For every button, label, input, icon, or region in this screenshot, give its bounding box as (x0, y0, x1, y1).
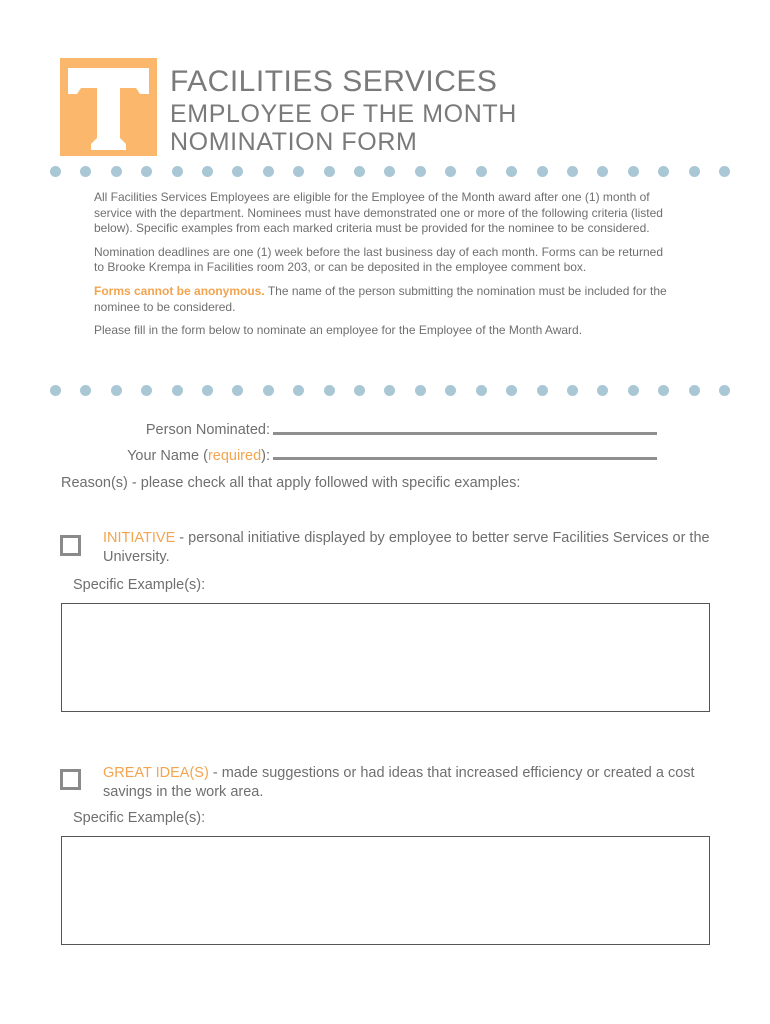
divider-dot (324, 385, 335, 396)
divider-dot (415, 166, 426, 177)
intro-paragraph-instructions: Please fill in the form below to nominate an employee for the Employee of the Month Award. (94, 323, 583, 338)
divider-dot (506, 385, 517, 396)
divider-dot (506, 166, 517, 177)
power-t-icon (60, 58, 157, 156)
your-name-label-end: ): (261, 448, 270, 464)
divider-dot (689, 166, 700, 177)
initiative-description: - personal initiative displayed by employee to better serve Facilities Services or the University. (103, 530, 710, 565)
divider-dot (232, 166, 243, 177)
your-name-label-text: Your Name ( (127, 448, 208, 464)
dotted-divider-bottom (50, 385, 730, 397)
divider-dot (111, 166, 122, 177)
divider-dot (537, 385, 548, 396)
divider-dot (445, 385, 456, 396)
divider-dot (384, 385, 395, 396)
intro-text (94, 190, 674, 347)
person-nominated-label: Person Nominated: (145, 422, 270, 438)
divider-dot (476, 166, 487, 177)
divider-dot (628, 385, 639, 396)
divider-dot (172, 166, 183, 177)
divider-dot (537, 166, 548, 177)
divider-dot (111, 385, 122, 396)
power-t-logo (60, 58, 157, 156)
divider-dot (202, 166, 213, 177)
divider-dot (232, 385, 243, 396)
anonymous-warning: Forms cannot be anonymous. (94, 283, 265, 298)
divider-dot (567, 166, 578, 177)
person-nominated-row (60, 416, 270, 438)
your-name-row (60, 442, 270, 464)
divider-dot (567, 385, 578, 396)
page-subtitle-line1: EMPLOYEE OF THE MONTH (170, 100, 517, 128)
intro-paragraph-anonymous (94, 284, 674, 315)
divider-dot (202, 385, 213, 396)
divider-dot (263, 166, 274, 177)
divider-dot (354, 166, 365, 177)
divider-dot (141, 166, 152, 177)
initiative-title: INITIATIVE (103, 530, 176, 546)
your-name-label (60, 448, 270, 464)
great-ideas-criterion (103, 764, 713, 802)
divider-dot (658, 385, 669, 396)
great-ideas-example-textarea[interactable] (61, 836, 710, 945)
divider-dot (50, 166, 61, 177)
person-nominated-field[interactable] (273, 432, 657, 435)
divider-dot (415, 385, 426, 396)
your-name-field[interactable] (273, 457, 657, 460)
page-subtitle-line2: NOMINATION FORM (170, 128, 418, 156)
initiative-checkbox[interactable] (60, 535, 81, 556)
divider-dot (172, 385, 183, 396)
intro-paragraph-deadlines: Nomination deadlines are one (1) week before the last business day of each month. Forms can be returned to Brooke Krempa in Facilities room 203, or can be deposited in the employee comment box. (94, 244, 663, 275)
form-title-block (170, 64, 517, 156)
divider-dot (354, 385, 365, 396)
required-marker: required (207, 448, 262, 464)
divider-dot (597, 385, 608, 396)
divider-dot (658, 166, 669, 177)
dotted-divider-top (50, 166, 730, 178)
divider-dot (324, 166, 335, 177)
divider-dot (50, 385, 61, 396)
divider-dot (384, 166, 395, 177)
great-ideas-description: - made suggestions or had ideas that increased efficiency or created a cost savings in the work area. (103, 765, 695, 800)
divider-dot (689, 385, 700, 396)
divider-dot (719, 166, 730, 177)
divider-dot (628, 166, 639, 177)
intro-paragraph-eligibility: All Facilities Services Employees are eligible for the Employee of the Month award after one (1) month of service with the department. Nominees must have demonstrated one or more of the following criteria (listed below). Specific examples from each marked criteria must be provided for the nominee to be considered. (94, 190, 663, 236)
initiative-example-label: Specific Example(s): (73, 577, 206, 593)
divider-dot (80, 166, 91, 177)
page-title: FACILITIES SERVICES (170, 65, 498, 98)
divider-dot (263, 385, 274, 396)
anonymous-warning-detail: The name of the person submitting the nomination must be included for the nominee to be considered. (94, 283, 667, 314)
initiative-criterion (103, 529, 713, 567)
divider-dot (293, 385, 304, 396)
initiative-example-textarea[interactable] (61, 603, 710, 712)
reasons-heading: Reason(s) - please check all that apply followed with specific examples: (61, 475, 521, 491)
divider-dot (293, 166, 304, 177)
divider-dot (719, 385, 730, 396)
great-ideas-checkbox[interactable] (60, 769, 81, 790)
divider-dot (445, 166, 456, 177)
divider-dot (476, 385, 487, 396)
great-ideas-title: GREAT IDEA(S) (103, 765, 209, 781)
divider-dot (141, 385, 152, 396)
divider-dot (597, 166, 608, 177)
divider-dot (80, 385, 91, 396)
great-ideas-example-label: Specific Example(s): (73, 810, 206, 826)
